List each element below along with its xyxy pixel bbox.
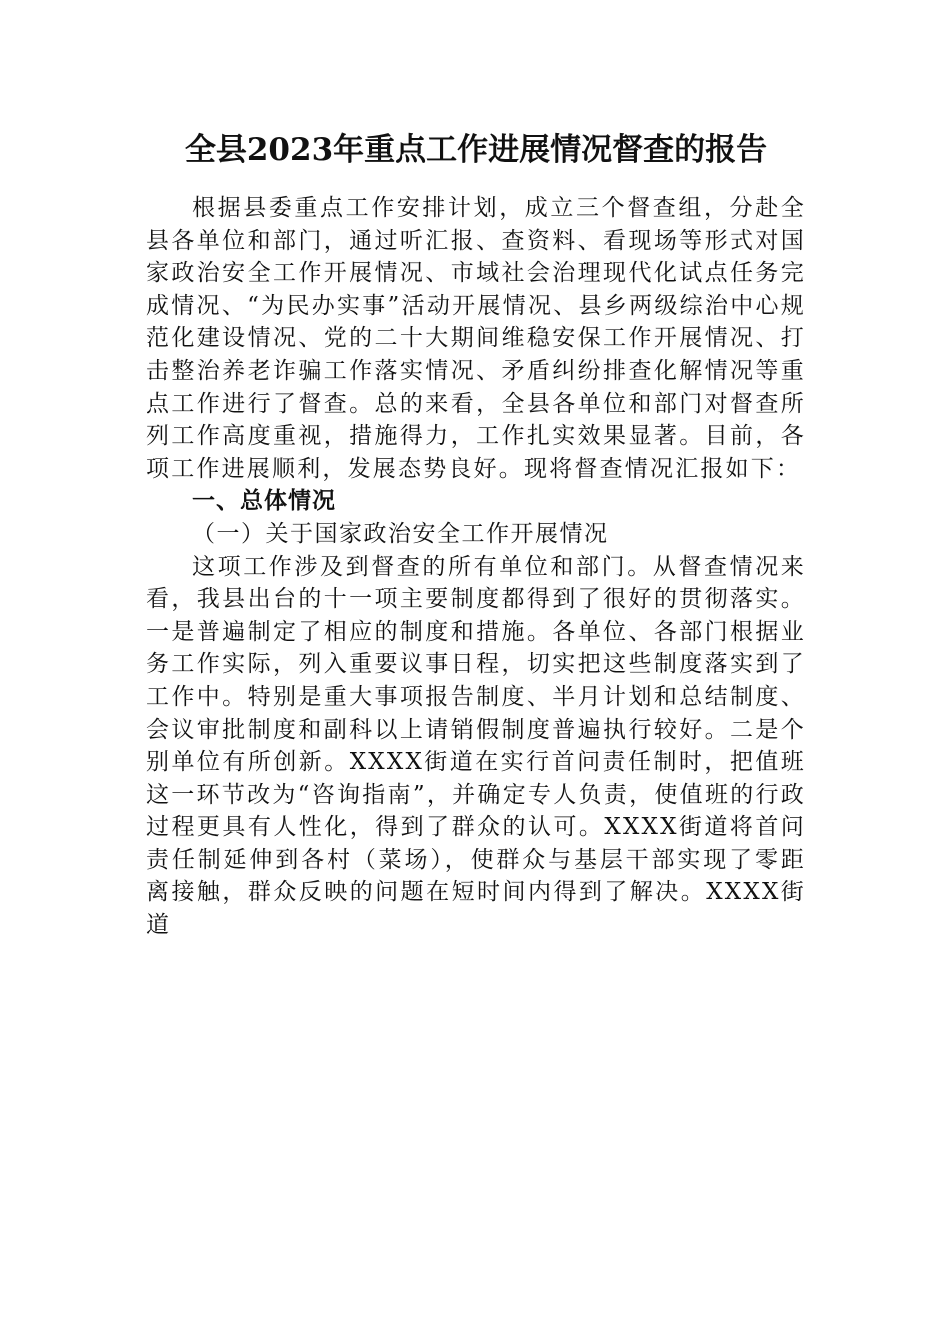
document-title: 全县2023年重点工作进展情况督查的报告 xyxy=(184,132,768,168)
subsection-heading-political-security: （一）关于国家政治安全工作开展情况 xyxy=(192,520,609,547)
intro-paragraph: 根据县委重点工作安排计划，成立三个督查组，分赴全县各单位和部门，通过听汇报、查资料、看现场等形式对国家政治安全工作开展情况、市域社会治理现代化试点任务完成情况、“为民办实事”活动开展情况、县乡两级综治中心规范化建设情况、党的二十大期间维稳安保工作开展情况、打击整治养老诈骗工作落实情况、矛盾纠纷排查化解情况等重点工作进行了督查。总的来看，全县各单位和部门对督查所列工作高度重视，措施得力，工作扎实效果显著。目前，各项工作进展顺利，发展态势良好。现将督查情况汇报如下： xyxy=(146,195,806,482)
section-heading-overall: 一、总体情况 xyxy=(192,488,336,515)
subsection-paragraph: 这项工作涉及到督查的所有单位和部门。从督查情况来看，我县出台的十一项主要制度都得到了很好的贯彻落实。一是普遍制定了相应的制度和措施。各单位、各部门根据业务工作实际，列入重要议事日程，切实把这些制度落实到了工作中。特别是重大事项报告制度、半月计划和总结制度、会议审批制度和副科以上请销假制度普遍执行较好。二是个别单位有所创新。XXXX街道在实行首问责任制时，把值班这一环节改为“咨询指南”，并确定专人负责，使值班的行政过程更具有人性化，得到了群众的认可。XXXX街道将首问责任制延伸到各村（菜场），使群众与基层干部实现了零距离接触，群众反映的问题在短时间内得到了解决。XXXX街道 xyxy=(146,553,806,939)
document-body xyxy=(146,120,806,942)
